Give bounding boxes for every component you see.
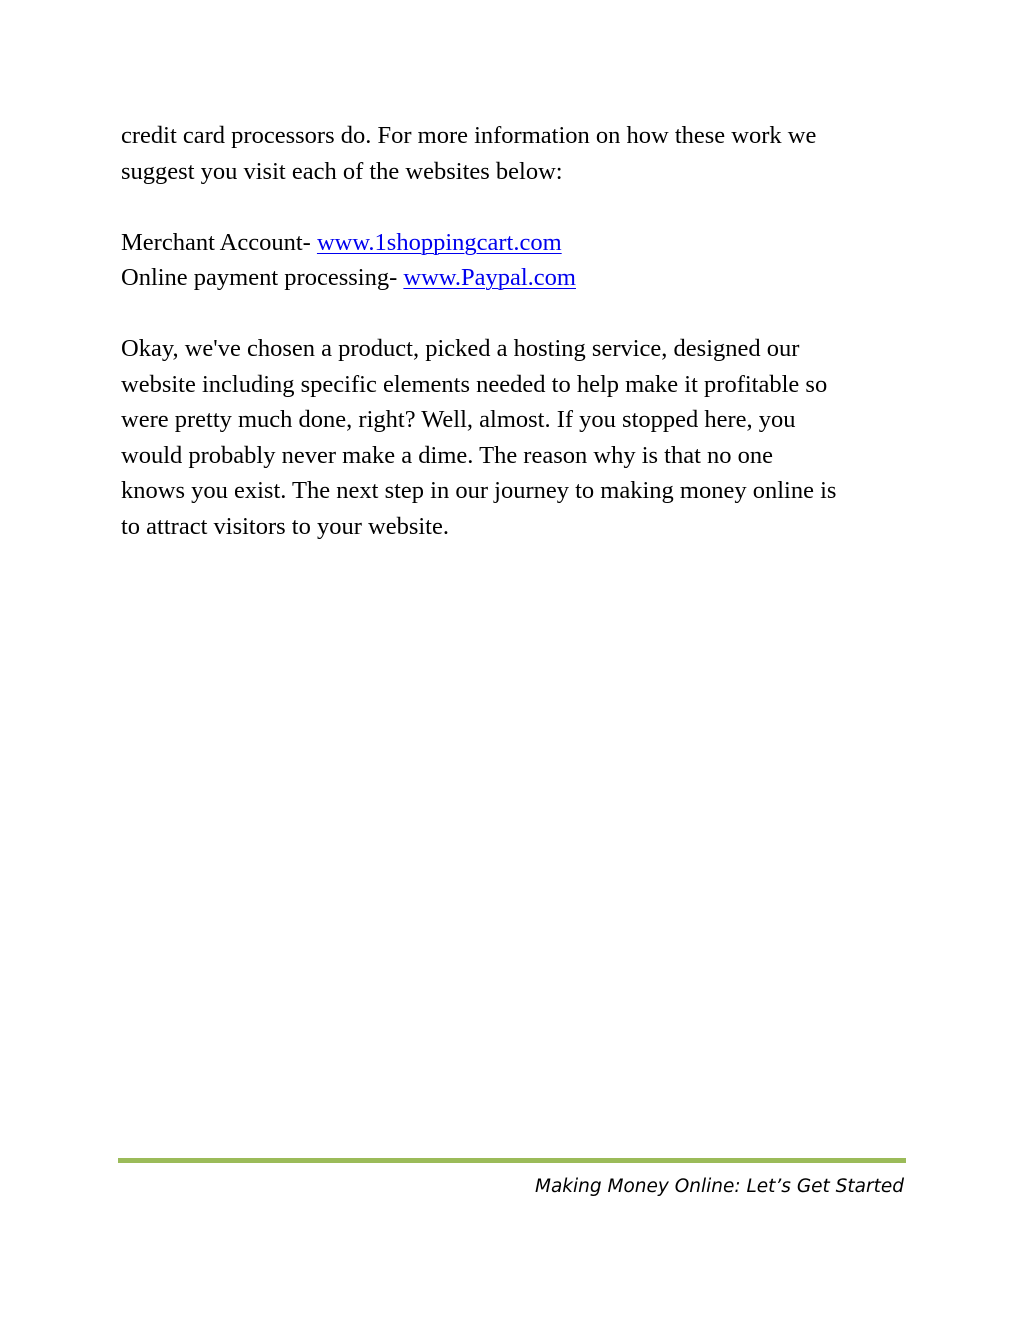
payment-processing-line — [121, 260, 921, 296]
main-line-2: website including specific elements needed to help make it profitable so — [121, 370, 828, 398]
footer-title: Making Money Online: Let’s Get Started — [534, 1176, 904, 1197]
payment-processing-label: Online payment processing- — [121, 264, 404, 291]
main-line-4: would probably never make a dime. The reason why is that no one — [121, 441, 774, 469]
intro-line-2: suggest you visit each of the websites below: — [121, 157, 563, 185]
paypal-link[interactable]: www.Paypal.com — [403, 264, 576, 291]
main-line-5: knows you exist. The next step in our journey to making money online is — [121, 477, 837, 504]
main-line-6: to attract visitors to your website. — [121, 512, 449, 540]
intro-paragraph — [121, 118, 921, 189]
main-paragraph — [121, 331, 921, 544]
links-paragraph — [121, 225, 921, 296]
footer-divider — [118, 1158, 906, 1163]
merchant-account-line — [121, 225, 921, 261]
main-line-1: Okay, we've chosen a product, picked a hosting service, designed our — [121, 335, 800, 362]
page-body — [121, 118, 921, 580]
merchant-account-link[interactable]: www.1shoppingcart.com — [316, 228, 562, 256]
main-line-3: were pretty much done, right? Well, almost. If you stopped here, you — [121, 406, 796, 433]
merchant-account-label: Merchant Account- — [121, 228, 317, 256]
intro-line-1: credit card processors do. For more information on how these work we — [121, 122, 817, 149]
